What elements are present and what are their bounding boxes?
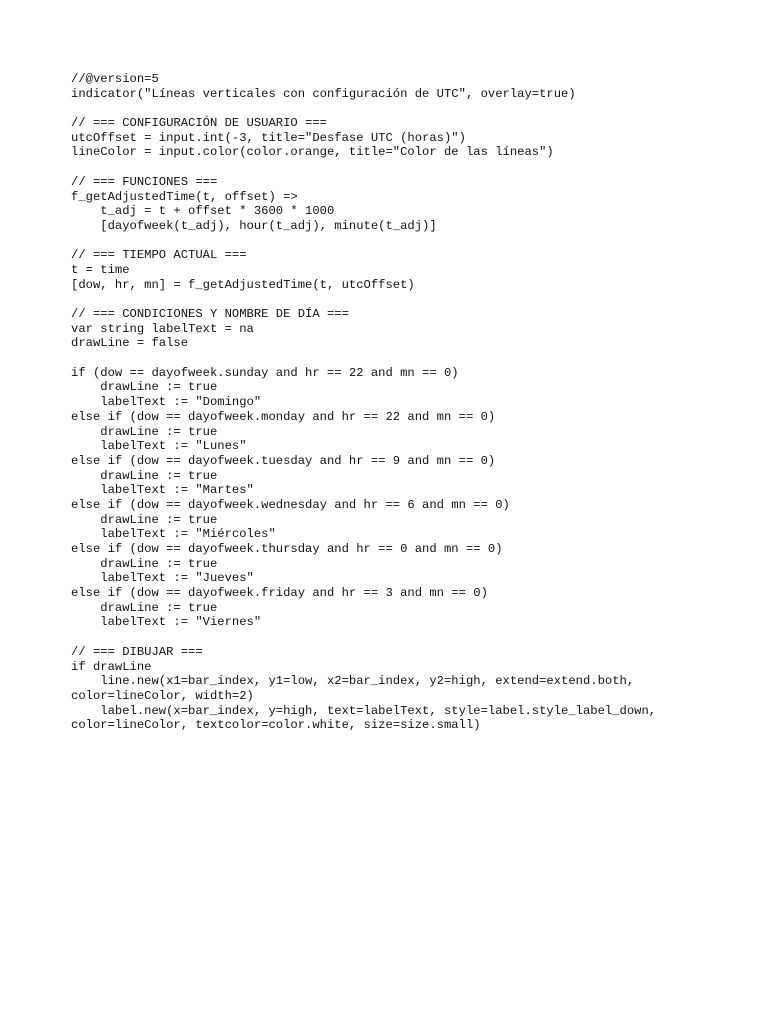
code-line: //@version=5	[71, 72, 159, 86]
code-line: drawLine := true	[71, 468, 218, 483]
code-line: drawLine := true	[71, 424, 218, 439]
blank-line	[71, 292, 731, 307]
code-line: labelText := "Jueves"	[71, 571, 254, 586]
code-block	[71, 72, 731, 733]
code-line: // === CONFIGURACIÓN DE USUARIO ===	[71, 116, 327, 131]
code-line: color=lineColor, width=2)	[71, 688, 254, 703]
code-line: drawLine := true	[71, 600, 218, 615]
blank-line	[71, 234, 731, 249]
blank-line	[71, 630, 731, 645]
blank-line	[71, 160, 731, 175]
code-line: // === TIEMPO ACTUAL ===	[71, 248, 247, 263]
code-line: labelText := "Viernes"	[71, 615, 262, 630]
code-line: // === CONDICIONES Y NOMBRE DE DÍA ===	[71, 307, 349, 321]
code-line: var string labelText = na	[71, 321, 254, 336]
code-line: drawLine = false	[71, 336, 189, 351]
code-line: else if (dow == dayofweek.friday and hr == 3 and mn == 0)	[71, 586, 488, 601]
code-line: drawLine := true	[71, 380, 218, 395]
code-line: if (dow == dayofweek.sunday and hr == 22 and mn == 0)	[71, 365, 459, 380]
code-line: drawLine := true	[71, 556, 218, 571]
code-line: utcOffset = input.int(-3, title="Desfase UTC (horas)")	[71, 130, 466, 145]
code-line: lineColor = input.color(color.orange, title="Color de las líneas")	[71, 145, 554, 160]
blank-line	[71, 101, 731, 116]
blank-line	[71, 351, 731, 366]
code-line: indicator("Líneas verticales con configuración de UTC", overlay=true)	[71, 86, 576, 101]
code-line: t_adj = t + offset * 3600 * 1000	[71, 204, 335, 219]
code-line: t = time	[71, 262, 130, 277]
code-line: line.new(x1=bar_index, y1=low, x2=bar_index, y2=high, extend=extend.both,	[71, 674, 635, 689]
code-line: if drawLine	[71, 659, 152, 674]
code-line: labelText := "Miércoles"	[71, 527, 276, 542]
code-line: f_getAdjustedTime(t, offset) =>	[71, 189, 298, 204]
code-line: // === FUNCIONES ===	[71, 174, 218, 189]
code-line: labelText := "Lunes"	[71, 439, 247, 454]
code-line: else if (dow == dayofweek.thursday and hr == 0 and mn == 0)	[71, 542, 503, 556]
code-line: drawLine := true	[71, 512, 218, 527]
code-line: else if (dow == dayofweek.monday and hr == 22 and mn == 0)	[71, 409, 496, 424]
code-line: label.new(x=bar_index, y=high, text=labelText, style=label.style_label_down,	[71, 703, 657, 718]
code-line: else if (dow == dayofweek.wednesday and hr == 6 and mn == 0)	[71, 497, 510, 512]
code-line: labelText := "Martes"	[71, 483, 254, 498]
code-line: else if (dow == dayofweek.tuesday and hr == 9 and mn == 0)	[71, 453, 496, 468]
code-line: // === DIBUJAR ===	[71, 644, 203, 659]
code-line: color=lineColor, textcolor=color.white, size=size.small)	[71, 718, 481, 733]
code-line: [dayofweek(t_adj), hour(t_adj), minute(t_adj)]	[71, 218, 437, 233]
code-line: labelText := "Domingo"	[71, 395, 262, 410]
code-line: [dow, hr, mn] = f_getAdjustedTime(t, utcOffset)	[71, 277, 415, 292]
